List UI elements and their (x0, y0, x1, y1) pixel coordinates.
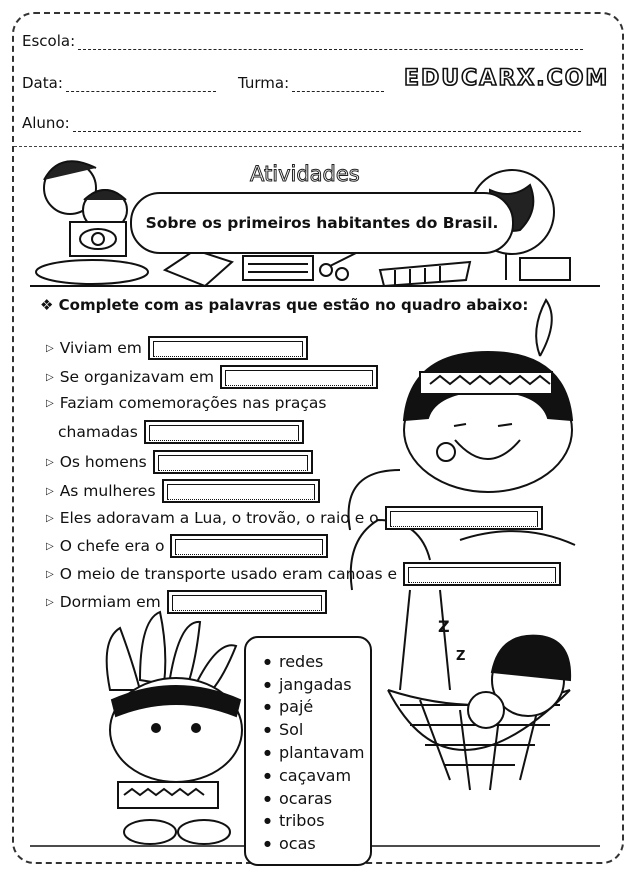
arrow-icon: ▷ (46, 596, 54, 608)
question-9 (46, 590, 327, 614)
answer-box-9[interactable] (167, 590, 327, 614)
answer-box-6[interactable] (385, 506, 543, 530)
answer-box-8[interactable] (403, 562, 561, 586)
question-1 (46, 336, 308, 360)
word-bank-item: ● caçavam (264, 764, 370, 787)
answer-box-3[interactable] (144, 420, 304, 444)
question-text: O meio de transporte usado eram canoas e (59, 565, 398, 583)
topic-bubble (130, 192, 514, 254)
question-text: chamadas (58, 423, 138, 441)
sleeping-child-illustration (388, 636, 570, 790)
student-label: Aluno: (22, 114, 70, 132)
svg-text:Z: Z (438, 617, 450, 636)
word-bank-item: ● Sol (264, 718, 370, 741)
svg-text:Z: Z (456, 649, 466, 664)
arrow-icon: ▷ (46, 485, 54, 497)
question-5 (46, 479, 320, 503)
question-text: As mulheres (59, 482, 156, 500)
question-6 (46, 506, 543, 530)
arrow-icon: ▷ (46, 540, 54, 552)
indigenous-child-illustration (404, 300, 572, 492)
arrow-icon: ▷ (46, 342, 54, 354)
brand-logo: EDUCARX.COM (404, 66, 610, 91)
word-bank-item: ● redes (264, 650, 370, 673)
pencils-illustration (380, 262, 470, 286)
answer-box-7[interactable] (170, 534, 328, 558)
question-3 (46, 394, 326, 412)
arrow-icon: ▷ (46, 397, 54, 409)
answer-box-1[interactable] (148, 336, 308, 360)
question-text: Se organizavam em (59, 368, 215, 386)
topic-subtitle: Sobre os primeiros habitantes do Brasil. (145, 214, 499, 232)
word-bank-item: ● tribos (264, 810, 370, 833)
word-bank-item: ● ocaras (264, 787, 370, 810)
question-text: O chefe era o (59, 537, 165, 555)
answer-box-2[interactable] (220, 365, 378, 389)
question-text: Viviam em (59, 339, 142, 357)
question-text: Os homens (59, 453, 147, 471)
question-7 (46, 534, 328, 558)
school-label: Escola: (22, 32, 76, 50)
answer-box-5[interactable] (162, 479, 320, 503)
word-bank-item: ● plantavam (264, 741, 370, 764)
word-bank-item: ● jangadas (264, 673, 370, 696)
instructions-text: ❖ Complete com as palavras que estão no quadro abaixo: (40, 296, 529, 314)
word-bank (244, 636, 372, 866)
question-8 (46, 562, 561, 586)
activities-title: Atividades (250, 162, 360, 186)
books-illustration (165, 250, 570, 286)
word-bank-item: ● ocas (264, 832, 370, 855)
arrow-icon: ▷ (46, 568, 54, 580)
date-label: Data: (22, 74, 63, 92)
answer-box-4[interactable] (153, 450, 313, 474)
question-text: Faziam comemorações nas praças (59, 394, 327, 412)
word-bank-item: ● pajé (264, 696, 370, 719)
question-3-cont (58, 420, 304, 444)
headdress-child-illustration (107, 612, 242, 844)
arrow-icon: ▷ (46, 512, 54, 524)
question-text: Dormiam em (59, 593, 161, 611)
class-label: Turma: (238, 74, 290, 92)
question-2 (46, 365, 378, 389)
question-text: Eles adoravam a Lua, o trovão, o raio e o (59, 509, 379, 527)
scissors-illustration (320, 252, 358, 280)
question-4 (46, 450, 313, 474)
arrow-icon: ▷ (46, 456, 54, 468)
arrow-icon: ▷ (46, 371, 54, 383)
